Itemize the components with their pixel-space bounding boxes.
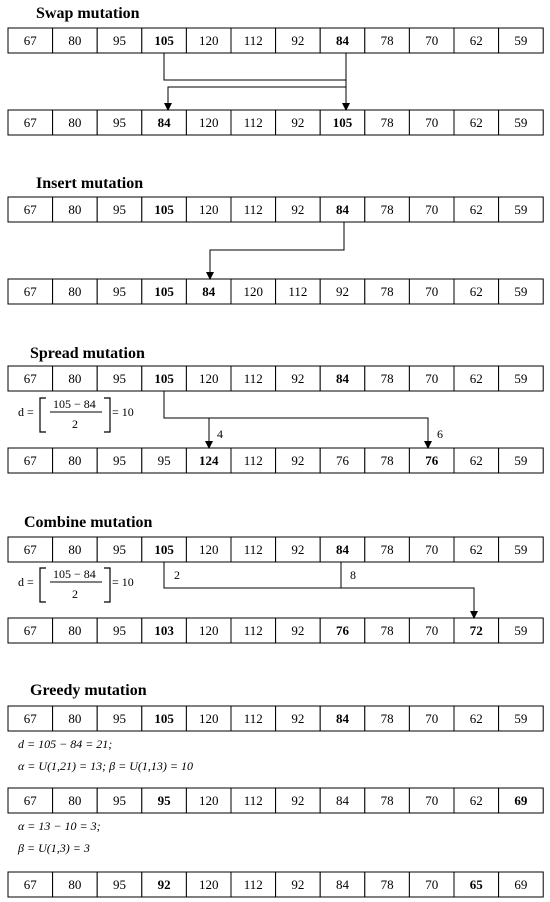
spread-formula (18, 397, 134, 432)
array-cell-value: 67 (23, 371, 37, 386)
array-cell-value: 80 (68, 371, 82, 386)
array-cell-value: 80 (68, 284, 82, 299)
arrow-84-insert (210, 222, 344, 279)
array-cell-value: 69 (514, 793, 528, 808)
array-cell-value: 62 (469, 115, 483, 130)
array-cell-value: 70 (425, 284, 439, 299)
array-cell-value: 112 (243, 371, 263, 386)
section-greedy (8, 682, 543, 897)
formula-numerator: 105 − 84 (53, 397, 96, 411)
array-cell-value: 112 (243, 711, 263, 726)
array-cell-value: 120 (198, 793, 219, 808)
array-cell-value: 59 (514, 542, 528, 557)
array-cell-value: 95 (113, 453, 126, 468)
array-cell-value: 120 (198, 623, 219, 638)
array-cell-value: 112 (243, 115, 263, 130)
array-cell-value: 92 (291, 877, 305, 892)
array-cell-value: 62 (469, 202, 483, 217)
array-cell-value: 72 (469, 623, 483, 638)
section-title: Swap mutation (36, 5, 140, 22)
array-cell-value: 112 (243, 542, 263, 557)
array-cell-value: 92 (291, 371, 305, 386)
array-cell-value: 67 (23, 711, 37, 726)
array-cell-value: 69 (514, 877, 528, 892)
arrow-105-to-pos8 (164, 53, 346, 110)
section-title: Greedy mutation (30, 682, 147, 699)
array-cell-value: 120 (243, 284, 264, 299)
array-cell-value: 95 (157, 793, 171, 808)
array-cell-value: 62 (469, 33, 483, 48)
array-cell-value: 120 (198, 202, 219, 217)
array-cell-value: 62 (469, 453, 483, 468)
insert-result-row (8, 279, 543, 304)
array-cell-value: 92 (291, 33, 305, 48)
array-cell-value: 95 (113, 115, 126, 130)
greedy-step2-row (8, 872, 543, 897)
array-cell-value: 80 (68, 711, 82, 726)
array-cell-value: 80 (68, 877, 82, 892)
array-cell-value: 120 (198, 542, 219, 557)
array-cell-value: 67 (23, 623, 37, 638)
array-cell-value: 80 (68, 453, 82, 468)
formula-numerator: 105 − 84 (53, 567, 96, 581)
array-cell-value: 103 (154, 623, 174, 638)
array-cell-value: 59 (514, 202, 528, 217)
array-cell-value: 70 (425, 542, 439, 557)
greedy-note-4: β = U(1,3) = 3 (18, 841, 90, 855)
array-cell-value: 92 (291, 793, 305, 808)
array-cell-value: 105 (154, 711, 174, 726)
array-cell-value: 105 (154, 284, 174, 299)
array-cell-value: 112 (243, 202, 263, 217)
array-cell-value: 62 (469, 542, 483, 557)
step-label-6: 6 (437, 427, 443, 441)
array-cell-value: 105 (154, 33, 174, 48)
array-cell-value: 124 (198, 453, 219, 468)
array-cell-value: 112 (243, 623, 263, 638)
array-cell-value: 59 (514, 623, 528, 638)
array-cell-value: 70 (425, 202, 439, 217)
array-cell-value: 84 (336, 542, 349, 557)
array-cell-value: 95 (157, 453, 171, 468)
array-cell-value: 70 (425, 115, 439, 130)
array-cell-value: 78 (380, 202, 394, 217)
swap-result-row (8, 110, 543, 135)
array-cell-value: 84 (157, 115, 171, 130)
array-cell-value: 95 (113, 202, 126, 217)
formula-denominator: 2 (72, 417, 78, 431)
array-cell-value: 70 (425, 371, 439, 386)
array-cell-value: 84 (336, 33, 349, 48)
array-cell-value: 95 (113, 371, 126, 386)
step-label-8: 8 (350, 568, 356, 582)
array-cell-value: 80 (68, 623, 82, 638)
array-cell-value: 78 (380, 115, 394, 130)
array-cell-value: 120 (198, 877, 219, 892)
array-cell-value: 59 (514, 453, 528, 468)
formula-rhs: = 10 (112, 405, 134, 419)
array-cell-value: 95 (113, 877, 126, 892)
array-cell-value: 92 (291, 202, 305, 217)
array-cell-value: 59 (514, 284, 528, 299)
array-cell-value: 80 (68, 793, 82, 808)
array-cell-value: 112 (243, 793, 263, 808)
spread-result-row (8, 448, 543, 473)
array-cell-value: 59 (514, 711, 528, 726)
array-cell-value: 62 (469, 793, 483, 808)
array-cell-value: 80 (68, 33, 82, 48)
array-cell-value: 120 (198, 115, 219, 130)
array-cell-value: 78 (380, 284, 394, 299)
array-cell-value: 92 (157, 877, 171, 892)
array-cell-value: 95 (113, 542, 126, 557)
array-cell-value: 92 (291, 453, 305, 468)
array-cell-value: 76 (425, 453, 439, 468)
array-cell-value: 62 (469, 371, 483, 386)
array-cell-value: 62 (469, 711, 483, 726)
array-cell-value: 78 (380, 371, 394, 386)
array-cell-value: 76 (336, 623, 349, 638)
array-cell-value: 70 (425, 793, 439, 808)
combine-result-row (8, 618, 543, 643)
array-cell-value: 78 (380, 453, 394, 468)
section-spread (8, 345, 543, 473)
formula-lhs: d = (18, 405, 34, 419)
array-cell-value: 112 (243, 453, 263, 468)
swap-original-row (8, 28, 543, 53)
array-cell-value: 62 (469, 284, 483, 299)
array-cell-value: 105 (154, 202, 174, 217)
array-cell-value: 70 (425, 33, 439, 48)
arrow-combine (164, 562, 474, 618)
array-cell-value: 80 (68, 202, 82, 217)
array-cell-value: 120 (198, 711, 219, 726)
array-cell-value: 84 (202, 284, 216, 299)
array-cell-value: 67 (23, 33, 37, 48)
formula-denominator: 2 (72, 587, 78, 601)
array-cell-value: 67 (23, 115, 37, 130)
array-cell-value: 65 (469, 877, 483, 892)
array-cell-value: 95 (113, 793, 126, 808)
array-cell-value: 67 (23, 284, 37, 299)
array-cell-value: 78 (380, 623, 394, 638)
array-cell-value: 84 (336, 877, 349, 892)
greedy-note-2: α = U(1,21) = 13; β = U(1,13) = 10 (18, 759, 193, 773)
section-title: Spread mutation (30, 345, 145, 362)
array-cell-value: 80 (68, 115, 82, 130)
spread-arrows (164, 391, 443, 448)
array-cell-value: 59 (514, 115, 528, 130)
step-label-4: 4 (217, 427, 223, 441)
array-cell-value: 84 (336, 371, 349, 386)
insert-arrows (210, 222, 344, 279)
combine-formula (18, 567, 134, 602)
array-cell-value: 84 (336, 202, 349, 217)
array-cell-value: 92 (291, 115, 305, 130)
section-title: Combine mutation (24, 514, 153, 531)
greedy-note-1: d = 105 − 84 = 21; (18, 737, 113, 751)
section-insert (8, 175, 543, 304)
array-cell-value: 67 (23, 877, 37, 892)
greedy-note-3: α = 13 − 10 = 3; (18, 819, 101, 833)
array-cell-value: 120 (198, 371, 219, 386)
greedy-step1-row (8, 788, 543, 813)
array-cell-value: 105 (154, 371, 174, 386)
array-cell-value: 59 (514, 33, 528, 48)
array-cell-value: 78 (380, 793, 394, 808)
array-cell-value: 70 (425, 623, 439, 638)
array-cell-value: 67 (23, 453, 37, 468)
array-cell-value: 120 (198, 33, 219, 48)
combine-arrows (164, 562, 474, 618)
array-cell-value: 112 (243, 33, 263, 48)
array-cell-value: 112 (243, 877, 263, 892)
array-cell-value: 67 (23, 793, 37, 808)
greedy-original-row (8, 706, 543, 731)
arrow-spread-right (164, 391, 428, 448)
formula-lhs: d = (18, 575, 34, 589)
array-cell-value: 67 (23, 542, 37, 557)
array-cell-value: 76 (336, 453, 349, 468)
array-cell-value: 105 (154, 542, 174, 557)
array-cell-value: 78 (380, 542, 394, 557)
section-swap (8, 5, 543, 135)
array-cell-value: 112 (288, 284, 308, 299)
array-cell-value: 95 (113, 711, 126, 726)
array-cell-value: 105 (332, 115, 353, 130)
array-cell-value: 95 (113, 284, 126, 299)
array-cell-value: 70 (425, 877, 439, 892)
array-cell-value: 92 (291, 623, 305, 638)
array-cell-value: 67 (23, 202, 37, 217)
swap-arrows (164, 53, 346, 110)
array-cell-value: 78 (380, 33, 394, 48)
array-cell-value: 92 (336, 284, 349, 299)
array-cell-value: 78 (380, 877, 394, 892)
array-cell-value: 84 (336, 793, 349, 808)
step-label-2: 2 (174, 568, 180, 582)
formula-rhs: = 10 (112, 575, 134, 589)
array-cell-value: 95 (113, 623, 126, 638)
array-cell-value: 59 (514, 371, 528, 386)
arrow-84-to-pos4 (168, 53, 346, 110)
combine-original-row (8, 537, 543, 562)
array-cell-value: 92 (291, 542, 305, 557)
array-cell-value: 80 (68, 542, 82, 557)
array-cell-value: 84 (336, 711, 349, 726)
array-cell-value: 70 (425, 711, 439, 726)
spread-original-row (8, 366, 543, 391)
section-title: Insert mutation (36, 175, 144, 192)
array-cell-value: 92 (291, 711, 305, 726)
array-cell-value: 78 (380, 711, 394, 726)
section-combine (8, 514, 543, 643)
insert-original-row (8, 197, 543, 222)
array-cell-value: 95 (113, 33, 126, 48)
